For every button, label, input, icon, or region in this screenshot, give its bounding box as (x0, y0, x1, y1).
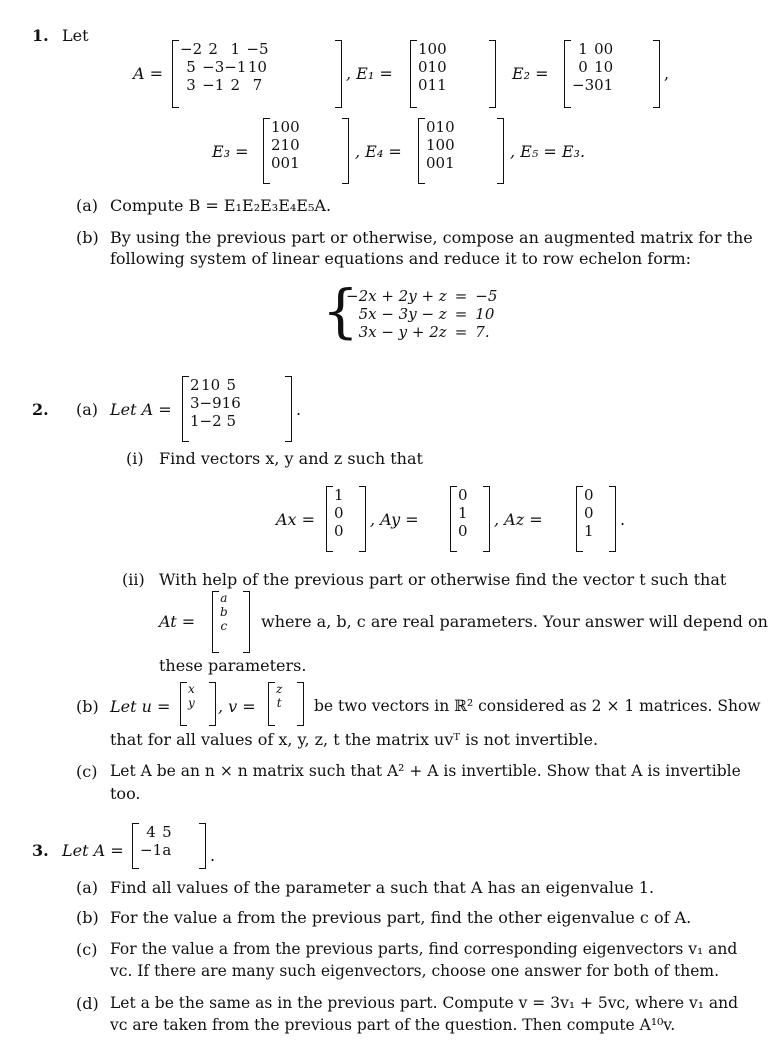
matrix-entry: 5 (226, 412, 236, 430)
matrix-entry: 0 (594, 76, 604, 94)
matrix-row (334, 504, 344, 522)
matrix-row (276, 696, 282, 710)
q3-A-after: . (210, 846, 216, 865)
q3-a-label: (a) (76, 878, 99, 897)
q2-vector-Az (576, 486, 616, 552)
q3-c-label: (c) (76, 940, 98, 959)
matrix-entry: 0 (426, 118, 436, 136)
q3-c-text-line1: For the value a from the previous parts, find corresponding eigenvectors v₁ and (110, 940, 738, 958)
q1-b-text-line1: By using the previous part or otherwise, compose an augmented matrix for the (110, 228, 753, 247)
matrix-row (458, 504, 468, 522)
matrix-entry: 1 (271, 118, 281, 136)
matrix-entry: −3 (202, 58, 225, 76)
matrix-entry: 1 (458, 504, 468, 522)
matrix-entry: 3 (186, 76, 196, 94)
matrix-entry: z (276, 682, 283, 696)
system-row-3: 3x − y + 2z = 7. (358, 323, 490, 341)
q2-v-label: , v = (218, 697, 256, 716)
q1-a-label: (a) (76, 196, 99, 215)
q1-matrix-A (172, 40, 342, 108)
q2-vector-At (212, 591, 250, 653)
matrix-entry: 1 (584, 522, 594, 540)
matrix-row (418, 58, 447, 76)
q2-vector-Ay (450, 486, 490, 552)
matrix-row (418, 76, 447, 94)
matrix-row (584, 522, 594, 540)
q2-Az-after: . (620, 510, 626, 529)
matrix-entry: 5 (186, 58, 196, 76)
matrix-entry: 10 (247, 58, 267, 76)
matrix-entry: 2 (208, 40, 218, 58)
matrix-row (190, 376, 241, 394)
matrix-entry: 1 (427, 58, 438, 76)
q2-number: 2. (32, 400, 49, 419)
matrix-entry: 0 (334, 522, 344, 540)
matrix-entry: 1 (437, 76, 447, 94)
q2-Ax-label: Ax = (276, 510, 316, 529)
matrix-entry: 1 (435, 118, 446, 136)
matrix-row (271, 154, 300, 172)
matrix-row (271, 136, 300, 154)
q1-matrix-E1 (410, 40, 496, 108)
matrix-entry: 3 (190, 394, 200, 412)
q2-matrix-A (182, 376, 292, 442)
matrix-row (190, 394, 241, 412)
q2-ii-end: these parameters. (159, 656, 307, 675)
matrix-entry: −9 (199, 394, 222, 412)
matrix-entry: 0 (578, 58, 588, 76)
matrix-entry: 0 (435, 136, 446, 154)
q3-d-text-line2: vᴄ are taken from the previous part of the question. Then compute A¹⁰v. (110, 1016, 676, 1034)
matrix-entry: 0 (584, 504, 594, 522)
matrix-row (572, 40, 613, 58)
system-brace: { (322, 277, 359, 345)
system-row-2: 5x − 3y − z = 10 (358, 305, 495, 323)
q1-E1-label: , E₁ = (346, 64, 393, 83)
matrix-row (572, 58, 613, 76)
matrix-entry: 0 (435, 154, 446, 172)
matrix-entry: 2 (190, 376, 200, 394)
matrix-row (584, 486, 594, 504)
q3-let: Let A = (62, 841, 124, 860)
matrix-entry: 0 (427, 40, 438, 58)
matrix-entry: c (220, 619, 228, 633)
q2-b-let: Let u = (110, 697, 171, 716)
matrix-row (190, 412, 241, 430)
q2-ii-label: (ii) (122, 570, 145, 589)
matrix-row (426, 136, 455, 154)
matrix-row (180, 76, 269, 94)
q2-Az-label: , Az = (494, 510, 543, 529)
q1-E4-label: , E₄ = (355, 142, 402, 161)
q1-number: 1. (32, 26, 49, 45)
q3-matrix-A (132, 823, 206, 869)
q1-E3-label: E₃ = (212, 142, 249, 161)
matrix-entry: y (188, 696, 195, 710)
linear-system (342, 287, 501, 341)
matrix-entry: 0 (290, 118, 300, 136)
q2-b-text-line2: that for all values of x, y, z, t the matrix uvᵀ is not invertible. (110, 730, 599, 749)
matrix-entry: 1 (280, 136, 291, 154)
matrix-entry: 0 (594, 40, 604, 58)
matrix-entry: 0 (280, 154, 291, 172)
q1-E5-text: , E₅ = E₃. (510, 142, 586, 161)
q2-i-text: Find vectors x, y and z such that (159, 449, 423, 468)
matrix-entry: 0 (290, 136, 300, 154)
matrix-entry: 1 (230, 40, 241, 58)
q2-a-let: Let A = (110, 400, 172, 419)
matrix-row (220, 605, 228, 619)
matrix-entry: 0 (334, 504, 344, 522)
q1-E2-after: , (664, 64, 670, 83)
matrix-row (140, 841, 172, 859)
matrix-row (180, 58, 269, 76)
matrix-entry: 5 (226, 376, 236, 394)
matrix-entry: 4 (146, 823, 156, 841)
matrix-entry: a (220, 591, 228, 605)
matrix-row (572, 76, 613, 94)
q2-vector-Ax (326, 486, 366, 552)
q2-At-label: At = (159, 612, 196, 631)
matrix-row (180, 40, 269, 58)
matrix-entry: 0 (271, 154, 281, 172)
matrix-entry: −2 (199, 412, 222, 430)
matrix-entry: 0 (437, 40, 447, 58)
matrix-entry: 0 (603, 40, 614, 58)
q3-d-text-line1: Let a be the same as in the previous part. Compute v = 3v₁ + 5vᴄ, where v₁ and (110, 994, 739, 1012)
matrix-entry: 0 (418, 76, 428, 94)
matrix-entry: 7 (252, 76, 263, 94)
matrix-row (220, 591, 228, 605)
q3-b-text: For the value a from the previous part, find the other eigenvalue c of A. (110, 908, 692, 927)
matrix-entry: 1 (445, 154, 455, 172)
matrix-entry: −1 (140, 841, 163, 859)
q3-d-label: (d) (76, 994, 99, 1013)
q2-c-label: (c) (76, 762, 98, 781)
q3-b-label: (b) (76, 908, 99, 927)
system-row-1: −2x + 2y + z = −5 (346, 287, 498, 305)
q2-ii-text: With help of the previous part or otherwise find the vector t such that (159, 570, 727, 589)
matrix-row (271, 118, 300, 136)
matrix-row (458, 486, 468, 504)
matrix-entry: b (220, 605, 228, 619)
q1-E2-label: E₂ = (512, 64, 549, 83)
matrix-entry: 1 (190, 412, 200, 430)
matrix-entry: 0 (280, 118, 291, 136)
q2-i-label: (i) (126, 449, 144, 468)
matrix-row (334, 486, 344, 504)
matrix-entry: 0 (445, 136, 455, 154)
matrix-entry: −5 (246, 40, 269, 58)
matrix-entry: 0 (418, 58, 428, 76)
q2-b-label: (b) (76, 697, 99, 716)
matrix-row (334, 522, 344, 540)
matrix-entry: 1 (418, 40, 428, 58)
matrix-entry: 2 (271, 136, 281, 154)
q2-At-after: where a, b, c are real parameters. Your answer will depend on (261, 612, 768, 631)
matrix-entry: −1 (202, 76, 225, 94)
matrix-entry: 2 (230, 76, 241, 94)
matrix-entry: 0 (437, 58, 447, 76)
matrix-row (276, 682, 282, 696)
q1-matrix-E4 (418, 118, 504, 184)
matrix-entry: 1 (334, 486, 344, 504)
q2-Ay-label: , Ay = (370, 510, 419, 529)
matrix-row (220, 619, 228, 633)
matrix-entry: 1 (290, 154, 300, 172)
q3-a-text: Find all values of the parameter a such that A has an eigenvalue 1. (110, 878, 655, 897)
matrix-row (458, 522, 468, 540)
matrix-entry: 1 (578, 40, 588, 58)
matrix-entry: −3 (572, 76, 595, 94)
matrix-entry: −2 (180, 40, 203, 58)
matrix-row (426, 118, 455, 136)
q3-c-text-line2: vᴄ. If there are many such eigenvectors, choose one answer for both of them. (110, 962, 720, 980)
matrix-entry: 1 (594, 58, 604, 76)
matrix-entry: 10 (201, 376, 221, 394)
q2-vector-v (268, 682, 304, 726)
matrix-entry: 5 (162, 823, 172, 841)
matrix-entry: 1 (426, 136, 436, 154)
matrix-entry: x (188, 682, 195, 696)
q1-matrix-E2 (564, 40, 660, 108)
matrix-row (418, 40, 447, 58)
matrix-entry: 1 (427, 76, 438, 94)
q1-b-label: (b) (76, 228, 99, 247)
q1-A-label: A = (133, 64, 164, 83)
matrix-entry: a (162, 841, 172, 859)
matrix-row (584, 504, 594, 522)
matrix-entry: 0 (445, 118, 455, 136)
q1-b-text-line2: following system of linear equations and reduce it to row echelon form: (110, 249, 692, 268)
matrix-entry: 1 (603, 76, 614, 94)
q3-number: 3. (32, 841, 49, 860)
matrix-row (426, 154, 455, 172)
q2-a-label: (a) (76, 400, 99, 419)
matrix-entry: 0 (458, 522, 468, 540)
q2-c-text-line2: too. (110, 784, 141, 803)
matrix-entry: 0 (458, 486, 468, 504)
matrix-row (140, 823, 172, 841)
q2-A-after: . (296, 400, 302, 419)
q1-intro: Let (62, 26, 89, 45)
q1-a-text: Compute B = E₁E₂E₃E₄E₅A. (110, 196, 332, 215)
matrix-entry: 0 (426, 154, 436, 172)
matrix-row (188, 682, 195, 696)
matrix-entry: 16 (221, 394, 241, 412)
matrix-entry: −1 (224, 58, 247, 76)
matrix-entry: 0 (584, 486, 594, 504)
q1-matrix-E3 (263, 118, 349, 184)
matrix-entry: 0 (603, 58, 614, 76)
matrix-row (188, 696, 195, 710)
q2-c-text-line1: Let A be an n × n matrix such that A² + A is invertible. Show that A is invertible (110, 762, 741, 780)
q2-b-text-line1: be two vectors in ℝ² considered as 2 × 1 matrices. Show (314, 697, 761, 715)
matrix-entry: t (276, 696, 282, 710)
q2-vector-u (180, 682, 216, 726)
